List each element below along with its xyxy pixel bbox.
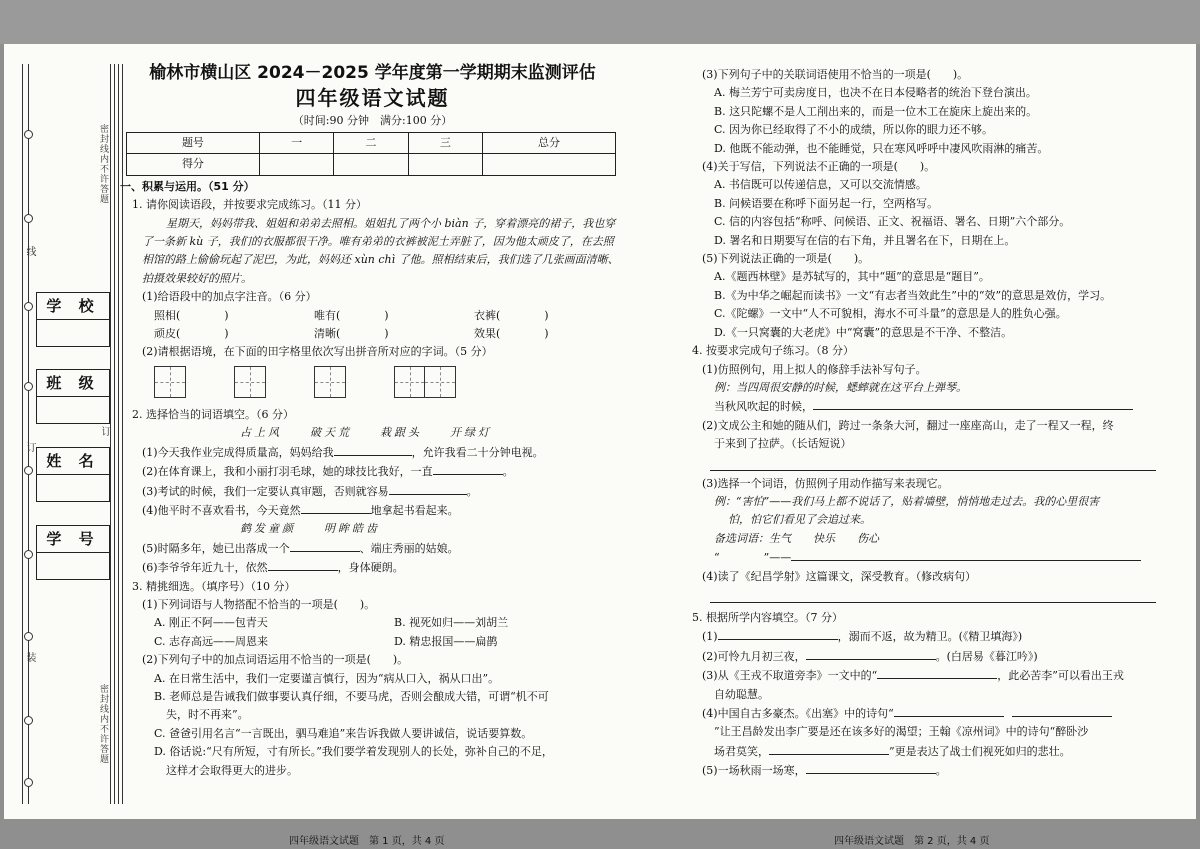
question-5-2 [680,647,1160,666]
example-sentence-cont: 怕，怕它们看见了会追过来。 [728,513,871,527]
question-5-4 [680,704,1160,723]
binding-hole [24,778,33,787]
example-sentence: 例：当四周很安静的时候，蟋蟀就在这平台上弹琴。 [714,380,967,394]
answer-blank[interactable] [433,462,503,475]
score-input[interactable] [408,154,482,175]
question-3-1: (1)下列词语与人物搭配不恰当的一项是( )。 [142,597,376,611]
question-text: ，身体硬朗。 [337,561,404,575]
score-cell: 总分 [483,133,616,154]
score-cell: 三 [408,133,482,154]
question-2-6 [120,558,625,577]
answer-blank[interactable] [791,548,1141,561]
option-c[interactable]: C. 信的内容包括“称呼、问候语、正文、祝福语、署名、日期”六个部分。 [714,215,1071,229]
question-text: 。 [502,465,514,479]
class-label: 班 级 [37,370,109,397]
binding-line [114,64,115,804]
example-sentence: 例：“害怕”——我们马上都不说话了，贴着墙壁，悄悄地走过去。我的心里很害 [714,494,1100,508]
question-text: (3)考试的时候，我们一定要认真审题，否则就容易 [142,484,389,498]
question-3-2: (2)下列句子中的加点词语运用不恰当的一项是( )。 [142,653,409,667]
candidate-words: 备选词语：生气 快乐 伤心 [714,531,879,545]
question-3-4: (4)关于写信，下列说法不正确的一项是( )。 [702,160,936,174]
pinyin-row-2 [120,325,625,343]
answer-blank[interactable] [806,761,936,774]
question-2-4 [120,501,625,520]
answer-line[interactable] [710,586,1156,603]
option-a[interactable]: A. 梅兰芳宁可卖房度日，也决不在日本侵略者的统治下登台演出。 [714,86,1037,100]
word-bank-2: 鹤发童颜 明眸皓齿 [240,522,380,536]
question-3: 3. 精挑细选。（填序号）（10 分） [132,579,296,593]
seal-mark-line: 线 [24,246,35,257]
answer-blank[interactable] [813,397,1133,410]
question-4-4: (4)读了《纪昌学射》这篇课文，深受教育。（修改病句） [702,569,977,583]
question-text: (4)他平时不喜欢看书，今天竟然 [142,503,301,517]
option-b-cont: 失，时不再来”。 [166,708,249,722]
question-2-5 [120,539,625,558]
score-cell: 题号 [127,133,260,154]
question-3-3: (3)下列句子中的关联词语使用不恰当的一项是( )。 [702,68,969,81]
question-text: ，允许我看二十分钟电视。 [411,445,544,459]
seal-mark-bind-inner: 订 [99,426,110,437]
binding-hole [24,716,33,725]
name-field[interactable] [36,447,110,502]
option-b[interactable]: B. 视死如归——刘胡兰 [394,616,509,630]
question-1-2: (2)请根据语境，在下面的田字格里依次写出拼音所对应的字词。（5 分） [142,345,493,359]
score-table-header-row [127,133,616,154]
score-input[interactable] [483,154,616,175]
option-c[interactable]: C. 因为你已经取得了不小的成绩，所以你的眼力还不够。 [714,123,994,137]
pinyin-blank[interactable]: 顽皮( ) [154,327,229,341]
question-text: 当秋风吹起的时候， [714,400,813,414]
seal-mark-bind: 订 [24,442,35,453]
question-text: 。(白居易《暮江吟》) [935,649,1038,663]
tianzige-row [120,362,625,406]
question-text: (6)李爷爷年近九十，依然 [142,561,268,575]
question-5-3 [680,666,1160,685]
score-cell: 一 [259,133,333,154]
question-5-4-cont: ”让王昌龄发出李广要是还在该多好的渴望；王翰《凉州词》中的诗句“醉卧沙 [714,725,1089,739]
option-b[interactable]: B. 问候语要在称呼下面另起一行，空两格写。 [714,196,939,210]
binding-hole [24,632,33,641]
option-c[interactable]: C.《陀螺》一文中“人不可貌相，海水不可斗量”的意思是人的胜负心强。 [714,307,1067,321]
answer-blank[interactable] [806,647,936,660]
option-b[interactable]: B.《为中华之崛起而读书》一文“有志者当效此生”中的“效”的意思是效仿，学习。 [714,288,1112,302]
binding-line [28,64,29,804]
binding-line [118,64,119,804]
option-a[interactable]: A. 在日常生活中，我们一定要谨言慎行，因为“病从口入，祸从口出”。 [154,671,500,685]
option-c[interactable]: C. 志存高远——周恩来 [154,634,269,648]
scan-top-band [0,0,1200,44]
tianzige-box[interactable] [394,366,456,398]
option-d[interactable]: D. 俗话说:“尺有所短，寸有所长。”我们要学着发现别人的长处，弥补自己的不足， [154,745,553,759]
school-label: 学 校 [37,293,109,320]
pinyin-blank[interactable]: 唯有( ) [314,308,389,322]
question-text: (1) [702,630,718,644]
student-id-blank[interactable] [37,553,109,579]
seal-notice-bottom: 密封线内不许答题 [98,684,108,764]
question-text: ，此必苦李”可以看出王戎 [997,669,1124,683]
question-1-1: (1)给语段中的加点字注音。（6 分） [142,290,317,304]
question-text: (5)时隔多年，她已出落成一个 [142,541,290,555]
page-1-column [120,62,625,780]
answer-blank[interactable] [268,558,338,571]
answer-blank[interactable] [769,742,889,755]
answer-blank[interactable] [1012,704,1112,717]
binding-hole [24,302,33,311]
class-blank[interactable] [37,397,109,423]
binding-hole [24,214,33,223]
option-a[interactable]: A. 刚正不阿——包青天 [154,616,268,630]
option-d[interactable]: D. 精忠报国——扁鹊 [394,634,498,648]
answer-blank[interactable] [877,666,997,679]
question-text: (3)从《王戎不取道旁李》一文中的“ [702,669,878,683]
question-text: (5)一场秋雨一场寒， [702,764,806,778]
binding-hole [24,130,33,139]
question-4-1-answer [680,397,1160,416]
binding-hole [24,466,33,475]
word-bank-1: 占上风 破天荒 栽跟头 开绿灯 [240,426,492,440]
question-4-2-cont: 于来到了拉萨。（长话短说） [714,437,852,451]
question-text: 地拿起书看起来。 [370,503,459,517]
option-d[interactable]: D. 他既不能动弹，也不能睡觉，只在寒风呼呼中凄风吹雨淋的痛苦。 [714,141,1049,155]
pinyin-blank[interactable]: 衣裤( ) [474,308,549,322]
question-text: (2)在体育课上，我和小丽打羽毛球，她的球技比我好，一直 [142,465,433,479]
question-text: 、端庄秀丽的姑娘。 [359,541,459,555]
binding-strip [14,64,124,804]
question-text: “ ”—— [714,551,792,565]
option-b[interactable]: B. 这只陀螺不是人工削出来的，而是一位木工在旋床上旋出来的。 [714,104,1038,118]
question-text: (2)可怜九月初三夜， [702,649,806,663]
score-input[interactable] [334,154,408,175]
score-cell: 二 [334,133,408,154]
score-input[interactable] [259,154,333,175]
binding-line [22,64,23,804]
question-4-1: (1)仿照例句，用上拟人的修辞手法补写句子。 [702,362,927,376]
option-d[interactable]: D. 署名和日期要写在信的右下角，并且署名在下，日期在上。 [714,233,1016,247]
exam-subtitle: 四年级语文试题 [295,86,450,110]
question-4-2: (2)文成公主和她的随从们，跨过一条条大河，翻过一座座高山，走了一程又一程，终 [702,418,1114,432]
question-4: 4. 按要求完成句子练习。（8 分） [692,344,854,358]
page-2-column [680,66,1160,781]
pinyin-row-1 [120,307,625,325]
section-1-heading: 一、积累与运用。（51 分） [120,179,255,193]
question-text: 。 [466,484,478,498]
page-1-footer: 四年级语文试题 第 1 页，共 4 页 [289,836,445,847]
binding-hole [24,550,33,559]
school-blank[interactable] [37,320,109,346]
question-2: 2. 选择恰当的词语填空。（6 分） [132,407,294,421]
class-field[interactable] [36,369,110,424]
answer-blank[interactable] [290,539,360,552]
tianzige-box[interactable] [234,366,266,398]
question-text: ”更是表达了战士们视死如归的悲壮。 [889,744,1071,758]
question-5-5: (5)一场秋雨一场寒， 。 [680,761,1160,780]
option-d[interactable]: D.《一只窝囊的大老虎》中“窝囊”的意思是不干净、不整洁。 [714,325,1013,339]
name-label: 姓 名 [37,448,109,475]
pinyin-blank[interactable]: 效果( ) [474,327,549,341]
student-id-field[interactable] [36,525,110,580]
options-row [120,614,625,632]
exam-sheet [4,44,1196,847]
question-2-2 [120,462,625,481]
option-c[interactable]: C. 爸爸引用名言“一言既出，驷马难追”来告诉我做人要讲诚信，说话要算数。 [154,726,533,740]
name-blank[interactable] [37,475,109,501]
school-field[interactable] [36,292,110,347]
pinyin-blank[interactable]: 照相( ) [154,308,229,322]
scan-bottom-band [0,819,1200,849]
answer-line[interactable] [710,454,1156,471]
question-2-1 [120,443,625,462]
option-b[interactable]: B. 老师总是告诫我们做事要认真仔细，不要马虎，否则会酿成大错，可谓“机不可 [154,689,549,703]
options-row [120,633,625,651]
question-text: (1)今天我作业完成得质量高，妈妈给我 [142,445,334,459]
answer-blank[interactable] [301,501,371,514]
answer-blank[interactable] [894,704,1004,717]
question-text: (4)中国自古多豪杰。《出塞》中的诗句“ [702,707,894,720]
question-5-1 [680,627,1160,646]
seal-notice-top: 密封线内不许答题 [98,124,108,204]
answer-blank[interactable] [389,482,467,495]
question-5: 5. 根据所学内容填空。（7 分） [692,610,843,624]
binding-hole [24,382,33,391]
question-3-5: (5)下列说法正确的一项是( )。 [702,252,870,266]
score-table-score-row [127,154,616,175]
question-4-3: (3)选择一个词语，仿照例子用动作描写来表现它。 [702,476,949,490]
tianzige-box[interactable] [314,366,346,398]
seal-mark-pack: 装 [24,652,35,663]
question-text: 场君莫笑， [714,744,769,758]
score-table [126,132,616,176]
exam-title: 榆林市横山区 2024－2025 学年度第一学期期末监测评估 [149,63,596,83]
question-5-3-cont: 自幼聪慧。 [714,687,769,701]
reading-passage: 星期天，妈妈带我、姐姐和弟弟去照相。姐姐扎了两个小 biàn 子，穿着漂亮的裙子，我也穿了一条新 kù 子，我们的衣服都很干净。唯有弟弟的衣裤被泥土弄脏了，因为他太顽皮了，在去照相馆的路上偷偷玩起了泥巴，为此，妈妈还 xùn chì 了他。照相结束后，我们选了几张画面清晰、拍摄效果较好的照片。 [142,216,619,285]
score-cell: 得分 [127,154,260,175]
option-a[interactable]: A.《题西林壁》是苏轼写的，其中“题”的意思是“题目”。 [714,270,990,284]
answer-blank[interactable] [718,627,838,640]
exam-time: （时间:90 分钟 满分:100 分） [292,114,453,127]
question-5-4-cont2 [680,742,1160,761]
tianzige-box[interactable] [154,366,186,398]
question-2-3 [120,482,625,501]
question-1: 1. 请你阅读语段，并按要求完成练习。（11 分） [132,198,367,212]
option-a[interactable]: A. 书信既可以传递信息，又可以交流情感。 [714,178,927,192]
question-4-3-answer [680,548,1160,567]
pinyin-blank[interactable]: 清晰( ) [314,327,389,341]
question-text: ，溺而不返，故为精卫。(《精卫填海》) [837,630,1023,644]
answer-blank[interactable] [334,443,412,456]
page-2-footer: 四年级语文试题 第 2 页，共 4 页 [834,836,990,847]
student-id-label: 学 号 [37,526,109,553]
option-d-cont: 这样才会取得更大的进步。 [166,763,298,777]
